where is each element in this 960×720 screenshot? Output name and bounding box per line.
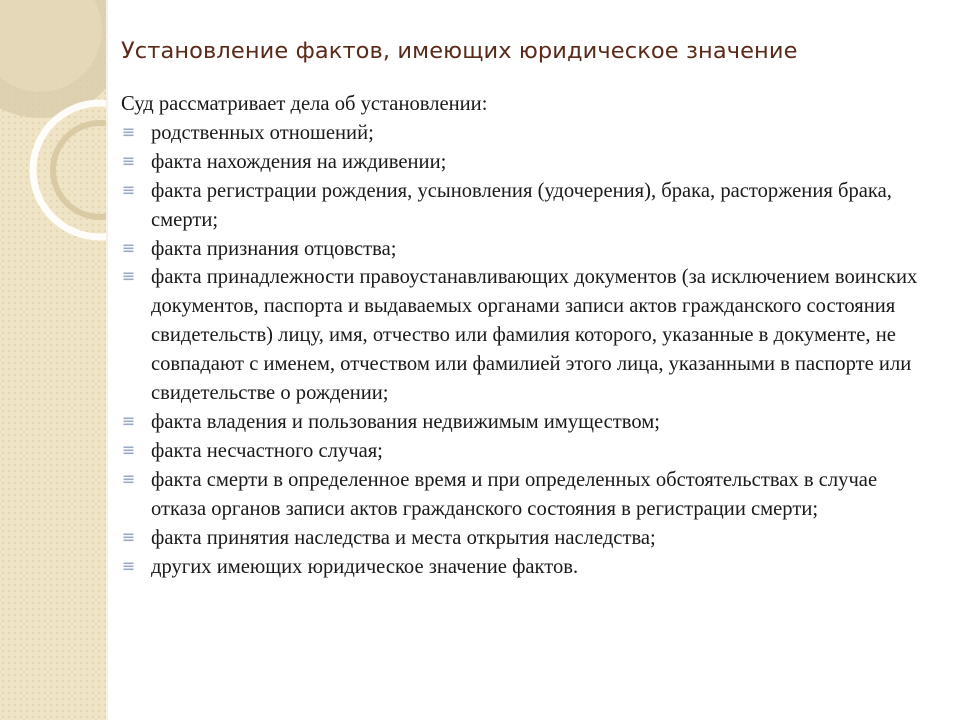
list-bullet-icon bbox=[123, 533, 134, 543]
list-item-text: факта владения и пользования недвижимым имуществом; bbox=[151, 410, 661, 433]
list-bullet-icon bbox=[123, 446, 134, 456]
list-item bbox=[121, 437, 936, 466]
sidebar-decoration bbox=[0, 0, 106, 720]
list-item-text: других имеющих юридическое значение фактов. bbox=[151, 555, 579, 578]
list-item bbox=[121, 553, 936, 582]
list-item-text: факта нахождения на иждивении; bbox=[151, 150, 447, 173]
list-item-text: факта принадлежности правоустанавливающих документов (за исключением воинских документов, паспорта и выдаваемых органами записи актов гражданского состояния свидетельств) лицу, имя, отчество или фамилия которого, указанные в документе, не совпадают с именем, отчеством или фамилией этого лица, указанными в паспорте или свидетельстве о рождении; bbox=[151, 266, 918, 405]
list-item-text: факта регистрации рождения, усыновления (удочерения), брака, расторжения брака, смерти; bbox=[151, 179, 892, 231]
list-bullet-icon bbox=[123, 186, 134, 196]
list-item bbox=[121, 263, 936, 408]
list-bullet-icon bbox=[123, 244, 134, 254]
list-item bbox=[121, 235, 936, 264]
slide-title: Установление фактов, имеющих юридическое значение bbox=[121, 38, 798, 64]
list-item bbox=[121, 408, 936, 437]
list-bullet-icon bbox=[123, 562, 134, 572]
list-item bbox=[121, 177, 936, 235]
list-item-text: факта смерти в определенное время и при определенных обстоятельствах в случае отказа органов записи актов гражданского состояния в регистрации смерти; bbox=[151, 468, 878, 520]
list-bullet-icon bbox=[123, 417, 134, 427]
list-bullet-icon bbox=[123, 128, 134, 138]
decorative-circles bbox=[0, 0, 106, 720]
list-bullet-icon bbox=[123, 157, 134, 167]
list-item bbox=[121, 524, 936, 553]
sidebar-edge bbox=[106, 0, 108, 720]
list-item-text: факта несчастного случая; bbox=[151, 439, 383, 462]
list-item bbox=[121, 119, 936, 148]
list-bullet-icon bbox=[123, 272, 134, 282]
list-item-text: факта принятия наследства и места открытия наследства; bbox=[151, 526, 656, 549]
list-bullet-icon bbox=[123, 475, 134, 485]
slide-body bbox=[121, 90, 936, 581]
list-item bbox=[121, 148, 936, 177]
list-item-text: факта признания отцовства; bbox=[151, 237, 397, 260]
list-item-text: родственных отношений; bbox=[151, 121, 374, 144]
list-item bbox=[121, 466, 936, 524]
bullet-list bbox=[121, 119, 936, 582]
intro-text: Суд рассматривает дела об установлении: bbox=[121, 93, 488, 115]
